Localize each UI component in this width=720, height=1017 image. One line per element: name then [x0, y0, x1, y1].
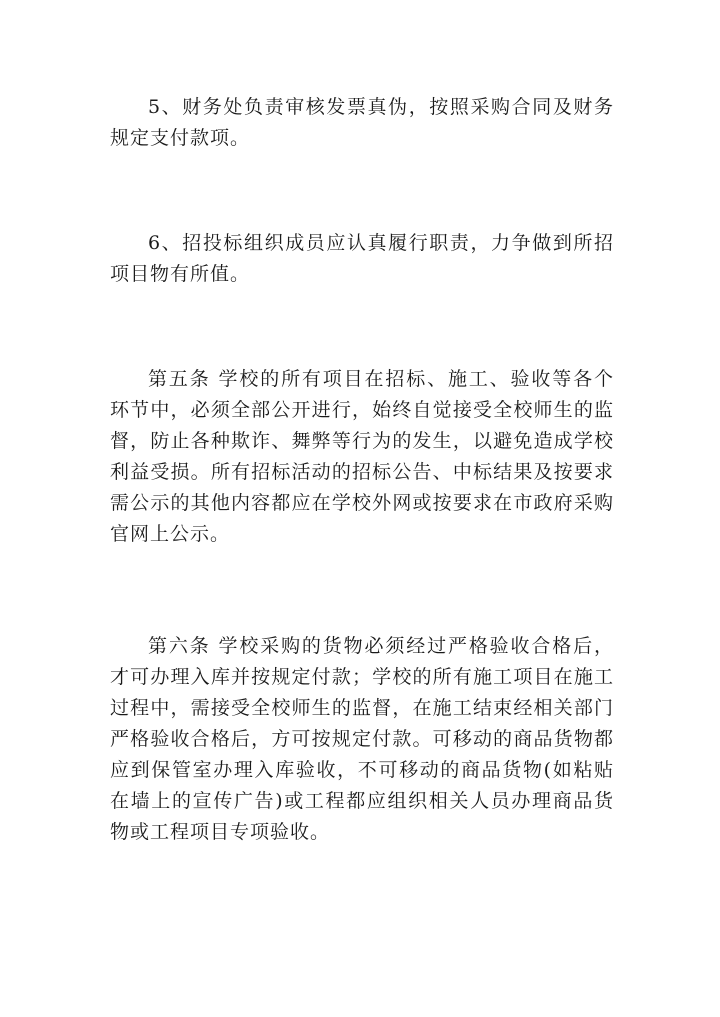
paragraph-item-6: 6、招投标组织成员应认真履行职责，力争做到所招项目物有所值。: [110, 232, 614, 285]
paragraph-article-6: 第六条 学校采购的货物必须经过严格验收合格后，才可办理入库并按规定付款；学校的所有施工项目在施工过程中，需接受全校师生的监督，在施工结束经相关部门严格验收合格后，方可按规定付款。可移动的商品货物都应到保管室办理入库验收，不可移动的商品货物(如粘贴在墙上的宣传广告)或工程都应组织相关人员办理商品货物或工程项目专项验收。: [110, 635, 614, 843]
paragraph-article-5: 第五条 学校的所有项目在招标、施工、验收等各个环节中，必须全部公开进行，始终自觉接受全校师生的监督，防止各种欺诈、舞弊等行为的发生，以避免造成学校利益受损。所有招标活动的招标公告、中标结果及按要求需公示的其他内容都应在学校外网或按要求在市政府采购官网上公示。: [110, 368, 614, 545]
paragraph-item-5: 5、财务处负责审核发票真伪，按照采购合同及财务规定支付款项。: [110, 96, 614, 149]
